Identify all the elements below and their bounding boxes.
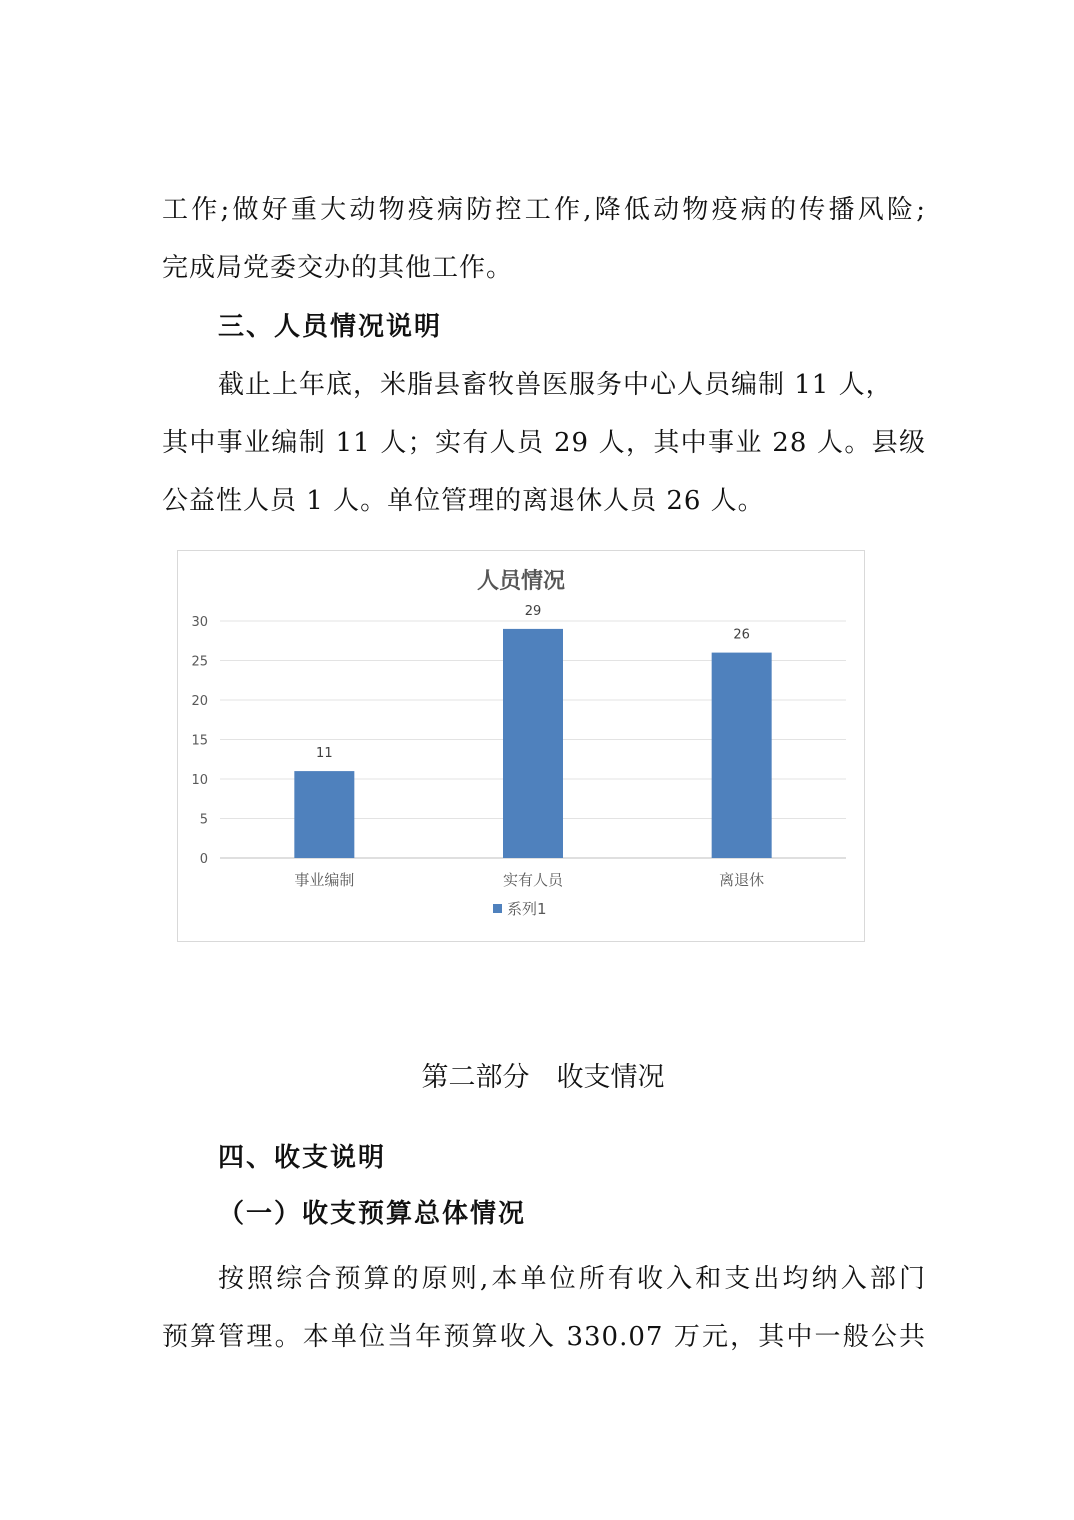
- paragraph-line: 公益性人员 1 人。单位管理的离退休人员 26 人。: [162, 486, 765, 516]
- bar: [503, 629, 563, 858]
- part-title: 第二部分 收支情况: [421, 1062, 665, 1093]
- x-tick-label: 事业编制: [294, 871, 355, 889]
- section-heading: 四、收支说明: [218, 1143, 387, 1173]
- y-tick-label: 25: [191, 654, 208, 670]
- chart-canvas: [178, 551, 864, 941]
- paragraph-line: 工作;做好重大动物疫病防控工作,降低动物疫病的传播风险;: [162, 195, 926, 225]
- y-tick-label: 5: [199, 812, 208, 828]
- x-tick-label: 离退休: [719, 871, 765, 889]
- paragraph-line: 预算管理。本单位当年预算收入 330.07 万元，其中一般公共: [162, 1322, 926, 1352]
- y-tick-label: 30: [191, 615, 208, 630]
- legend-label: 系列1: [507, 900, 547, 918]
- bar: [712, 653, 772, 858]
- bar: [294, 771, 354, 858]
- paragraph-line: 其中事业编制 11 人；实有人员 29 人，其中事业 28 人。县级: [162, 428, 926, 458]
- chart-title: 人员情况: [476, 569, 566, 594]
- y-tick-label: 10: [191, 773, 208, 788]
- x-tick-label: 实有人员: [502, 871, 564, 889]
- paragraph-line: 按照综合预算的原则,本单位所有收入和支出均纳入部门: [218, 1264, 926, 1294]
- data-label: 29: [524, 603, 542, 619]
- y-tick-label: 15: [191, 733, 208, 749]
- paragraph-line: 完成局党委交办的其他工作。: [162, 253, 514, 283]
- section-heading: 三、人员情况说明: [218, 312, 443, 342]
- paragraph-line: 截止上年底，米脂县畜牧兽医服务中心人员编制 11 人，: [218, 370, 893, 400]
- y-tick-label: 0: [199, 852, 208, 867]
- y-tick-label: 20: [191, 694, 208, 709]
- staff-bar-chart: [177, 550, 865, 942]
- legend-swatch: [493, 904, 502, 913]
- data-label: 11: [316, 746, 333, 762]
- subsection-heading: （一）收支预算总体情况: [218, 1199, 527, 1229]
- data-label: 26: [733, 627, 750, 643]
